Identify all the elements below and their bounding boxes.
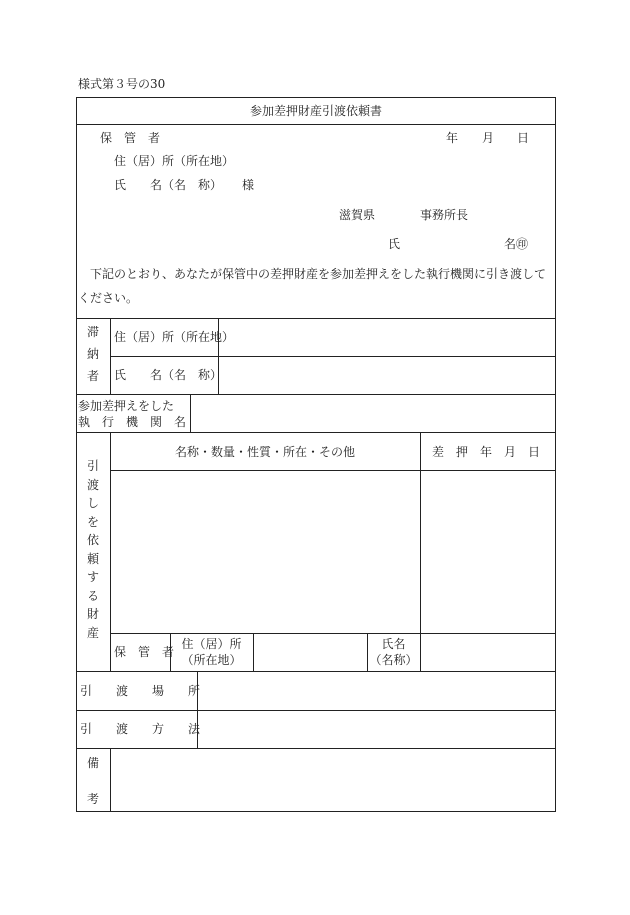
sender-name-seal: 名㊞ [504, 237, 529, 251]
agency-label-line2: 執 行 機 関 名 [78, 415, 187, 429]
delivery-place-field[interactable] [198, 672, 555, 710]
property-custodian-label: 保 管 者 [114, 645, 175, 659]
delinquent-address-label: 住（居）所（所在地） [114, 330, 235, 344]
sender-name-label: 氏 [388, 237, 401, 251]
name-label: 氏 名（名 称） [114, 178, 223, 192]
property-address-label-2: （所在地） [181, 653, 242, 667]
custodian-label: 保 管 者 [100, 131, 161, 145]
address-label: 住（居）所（所在地） [114, 154, 235, 168]
agency-name-field[interactable] [191, 395, 555, 432]
agency-label-line1: 参加差押えをした [78, 399, 175, 413]
office-title: 事務所長 [420, 208, 469, 222]
delivery-place-label: 引 渡 場 所 [80, 684, 201, 698]
body-text-line2: ください。 [78, 291, 139, 305]
property-name-label-1: 氏名 [381, 637, 406, 651]
remarks-field[interactable] [111, 749, 555, 811]
delivery-method-field[interactable] [198, 711, 555, 748]
remarks-label: 備 考 [86, 756, 99, 806]
form-number: 様式第３号の30 [78, 77, 166, 91]
property-name-label-2: （名称） [369, 653, 418, 667]
delinquent-name-label: 氏 名（名 称） [114, 368, 223, 382]
date-day-label: 日 [517, 131, 530, 145]
property-address-label-1: 住（居）所 [181, 637, 242, 651]
body-text-line1: 下記のとおり、あなたが保管中の差押財産を参加差押えをした執行機関に引き渡して [90, 267, 547, 281]
property-label: 引 渡 し を 依 頼 す る 財 産 [86, 459, 99, 640]
honorific: 様 [242, 178, 255, 192]
delinquent-address-field[interactable] [219, 319, 555, 356]
delivery-method-label: 引 渡 方 法 [80, 722, 201, 736]
divider [110, 318, 111, 394]
property-description-field[interactable] [111, 471, 420, 633]
divider [76, 432, 556, 433]
seizure-date-field[interactable] [421, 471, 555, 633]
divider [76, 124, 556, 125]
delinquent-label: 滞 納 者 [86, 325, 99, 383]
form-title: 参加差押財産引渡依頼書 [249, 104, 382, 118]
property-column-header: 名称・数量・性質・所在・その他 [174, 445, 355, 459]
property-custodian-name-field[interactable] [421, 634, 555, 671]
date-month-label: 月 [482, 131, 495, 145]
property-custodian-address-field[interactable] [254, 634, 367, 671]
date-year-label: 年 [446, 131, 459, 145]
seizure-date-header: 差 押 年 月 日 [432, 445, 541, 459]
delinquent-name-field[interactable] [219, 357, 555, 394]
office-prefecture: 滋賀県 [339, 208, 376, 222]
